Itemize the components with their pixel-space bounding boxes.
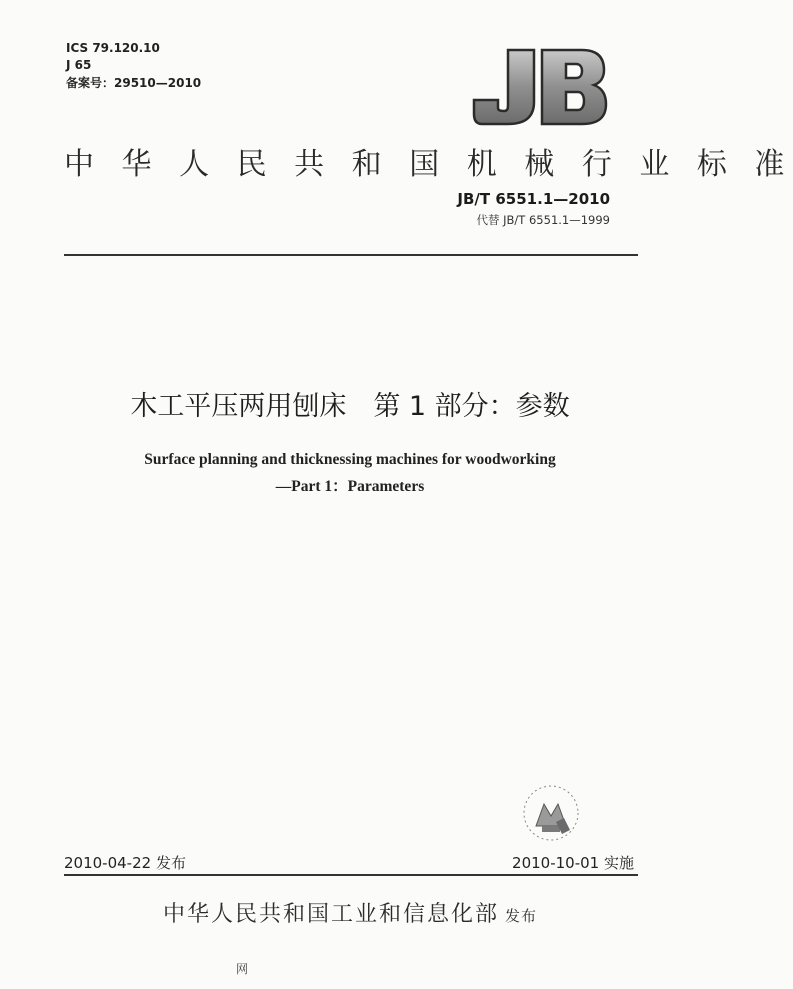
- publisher-suffix: 发布: [505, 907, 538, 925]
- j-code: J 65: [66, 58, 92, 72]
- standard-number: JB/T 6551.1—2010: [457, 190, 610, 208]
- implementation-date: 2010-10-01 实施: [512, 854, 634, 872]
- bottom-divider: [64, 874, 638, 876]
- english-title-line1: Surface planning and thicknessing machines for woodworking: [144, 451, 556, 468]
- record-number: 备案号：29510—2010: [66, 76, 202, 90]
- chinese-title: 木工平压两用刨床 第 1 部分：参数: [130, 391, 570, 422]
- top-divider: [64, 254, 638, 256]
- english-title-line2: —Part 1：Parameters: [275, 478, 425, 495]
- ics-code: ICS 79.120.10: [66, 41, 160, 55]
- publisher-name: 中华人民共和国工业和信息化部: [162, 902, 499, 927]
- replaces-standard: 代替 JB/T 6551.1—1999: [476, 213, 610, 227]
- publisher-seal-icon: [520, 782, 582, 844]
- jb-logo: [470, 44, 610, 128]
- issue-date: 2010-04-22 发布: [64, 854, 186, 872]
- standard-category-title: 中 华 人 民 共 和 国 机 械 行 业 标 准: [64, 147, 793, 182]
- publisher: [0, 897, 700, 928]
- watermark-text: 网: [236, 962, 249, 976]
